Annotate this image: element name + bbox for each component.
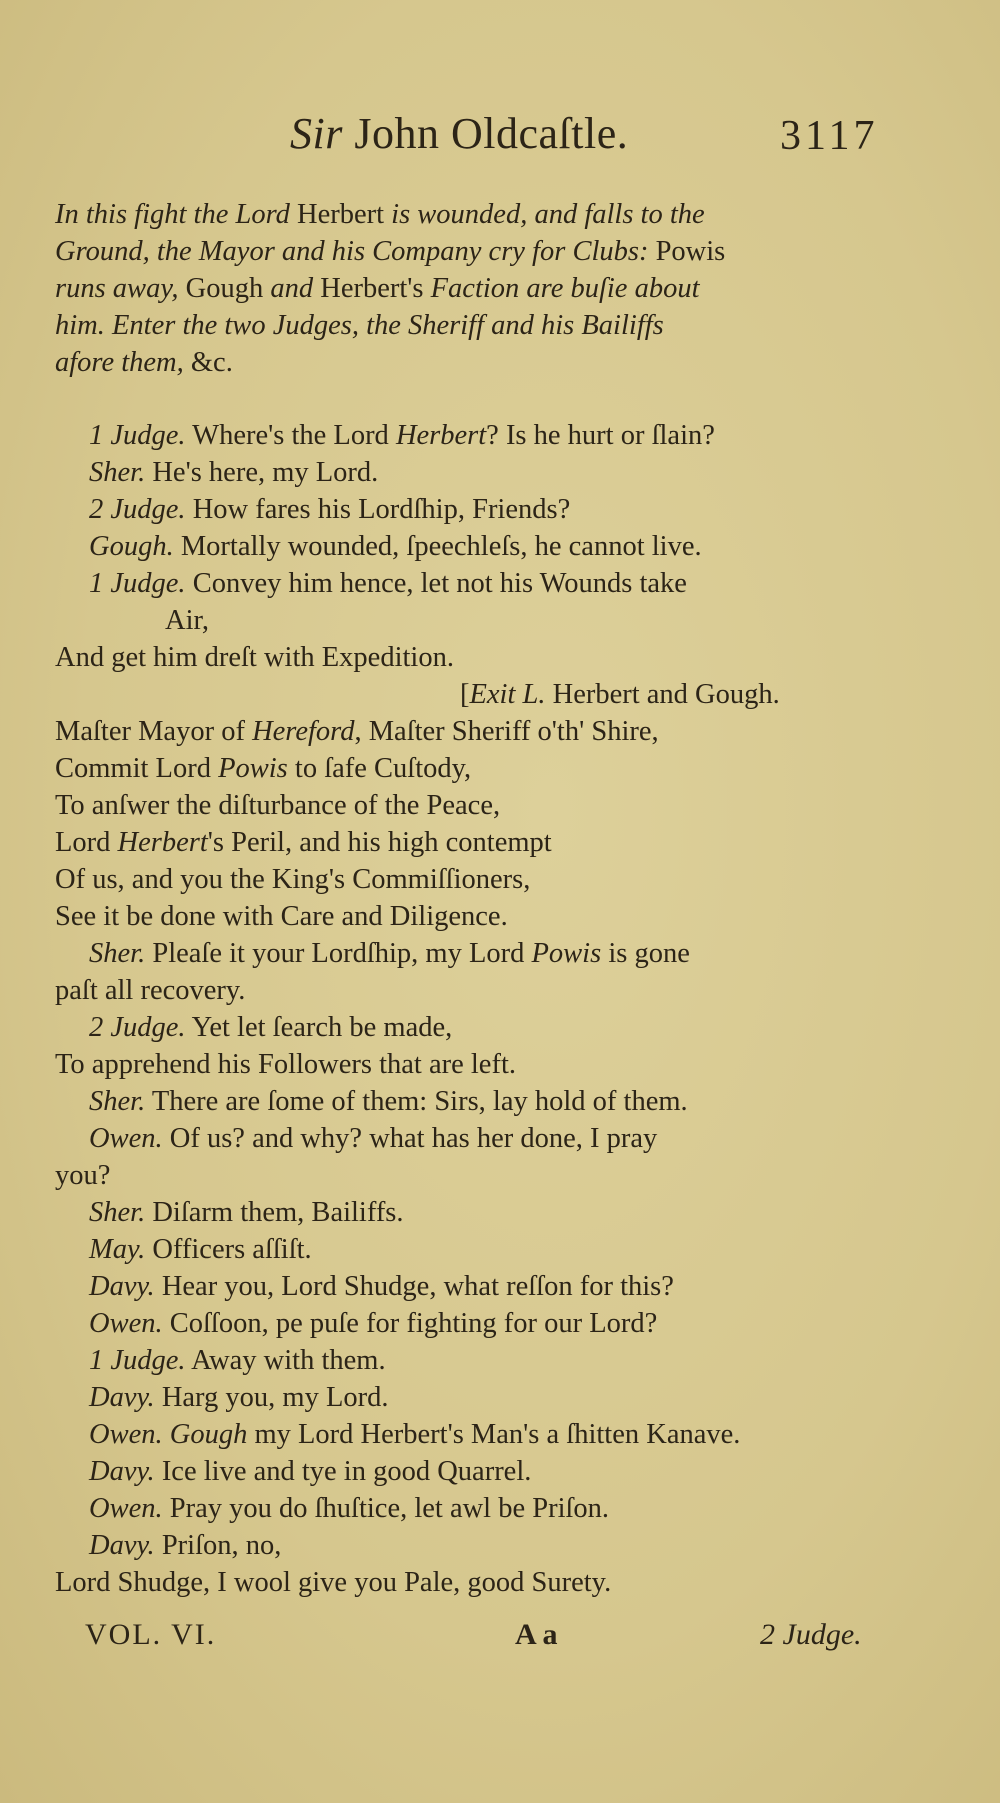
- line-text: Of us? and why? what has her done, I pray: [162, 1123, 658, 1154]
- text-line: [55, 972, 900, 1009]
- speaker-name: 1 Judge.: [89, 420, 186, 451]
- line-text: Herbert and Gough.: [545, 679, 780, 710]
- line-text: to ſafe Cuſtody,: [287, 753, 472, 784]
- line-text: Herbert: [117, 827, 208, 858]
- line-text: Powis: [218, 753, 288, 784]
- speaker-name: Sher.: [89, 1197, 146, 1228]
- speaker-name: Sher.: [89, 457, 146, 488]
- speaker-name: 2 Judge.: [89, 1012, 186, 1043]
- running-title-italic: Sir: [290, 109, 343, 158]
- text-line: [55, 1083, 900, 1120]
- line-text: , Maſter Sheriff o'th' Shire,: [354, 716, 659, 747]
- stage-direction-segment: Herbert's: [320, 273, 424, 304]
- running-title-rest: John Oldcaſtle.: [342, 109, 629, 158]
- text-line: [55, 639, 900, 676]
- dialogue: [55, 417, 900, 1601]
- line-text: How fares his Lordſhip, Friends?: [185, 494, 571, 525]
- line-text: See it be done with Care and Diligence.: [55, 901, 508, 932]
- text-line: [55, 1157, 900, 1194]
- line-text: He's here, my Lord.: [145, 457, 379, 488]
- speaker-name: Gough.: [89, 531, 174, 562]
- stage-direction-line: [55, 307, 900, 344]
- text-line: [55, 1564, 900, 1601]
- text-line: [55, 565, 900, 602]
- running-title: [290, 108, 628, 159]
- line-text: Priſon, no,: [154, 1530, 282, 1561]
- text-line: [55, 935, 900, 972]
- stage-direction-segment: Powis: [655, 236, 726, 267]
- speaker-name: Sher.: [89, 938, 146, 969]
- stage-direction-segment: him. Enter the two Judges, the Sheriff and his Bailiffs: [55, 310, 664, 341]
- text-line: [55, 454, 900, 491]
- stage-direction: [55, 196, 900, 381]
- speaker-name: Davy.: [89, 1382, 155, 1413]
- line-text: Maſter Mayor of: [55, 716, 253, 747]
- line-text: There are ſome of them: Sirs, lay hold of them.: [145, 1086, 688, 1117]
- text-line: [55, 1231, 900, 1268]
- speaker-name: Owen.: [89, 1493, 163, 1524]
- catchword: 2 Judge.: [760, 1618, 862, 1651]
- line-text: And get him dreſt with Expedition.: [55, 642, 454, 673]
- speaker-name: Owen.: [89, 1419, 163, 1450]
- line-text: Lord: [55, 827, 118, 858]
- speaker-name: Davy.: [89, 1456, 155, 1487]
- text-line: [55, 898, 900, 935]
- speaker-name: 1 Judge.: [89, 1345, 186, 1376]
- page-number: 3117: [780, 113, 879, 159]
- text-line: [55, 824, 900, 861]
- text-line: [55, 1527, 900, 1564]
- line-text: Harg you, my Lord.: [154, 1382, 389, 1413]
- line-text: Air,: [165, 605, 209, 636]
- text-line: [55, 602, 900, 639]
- line-text: is gone: [601, 938, 690, 969]
- text-line: [55, 787, 900, 824]
- speaker-name: 1 Judge.: [89, 568, 186, 599]
- text-line: [55, 676, 900, 713]
- speaker-name: 2 Judge.: [89, 494, 186, 525]
- page-footer: [0, 1618, 1000, 1658]
- volume-mark: VOL. VI.: [85, 1618, 217, 1651]
- text-line: [55, 713, 900, 750]
- line-text: paſt all recovery.: [55, 975, 246, 1006]
- stage-direction-segment: In this fight the Lord: [55, 199, 297, 230]
- stage-direction-segment: Herbert: [297, 199, 385, 230]
- stage-direction-segment: runs away,: [55, 273, 186, 304]
- line-text: Gough: [169, 1419, 248, 1450]
- stage-direction-segment: Faction are buſie about: [423, 273, 700, 304]
- line-text: Where's the Lord: [185, 420, 396, 451]
- line-text: Diſarm them, Bailiffs.: [145, 1197, 404, 1228]
- text-line: [55, 1120, 900, 1157]
- line-text: Away with them.: [185, 1345, 386, 1376]
- text-body: [55, 196, 900, 1601]
- line-text: To apprehend his Followers that are left.: [55, 1049, 516, 1080]
- text-line: [55, 1416, 900, 1453]
- stage-direction-segment: Gough: [185, 273, 264, 304]
- line-text: Hear you, Lord Shudge, what reſſon for this?: [154, 1271, 674, 1302]
- stage-direction-segment: is wounded, and falls to the: [384, 199, 705, 230]
- stage-direction-segment: and: [263, 273, 321, 304]
- running-header: [0, 108, 1000, 168]
- line-text: Commit Lord: [55, 753, 219, 784]
- stage-direction-segment: Ground, the Mayor and his Company cry for Clubs:: [55, 236, 656, 267]
- line-text: [163, 1419, 170, 1450]
- text-line: [55, 1194, 900, 1231]
- speaker-name: Davy.: [89, 1271, 155, 1302]
- line-text: Ice live and tye in good Quarrel.: [154, 1456, 532, 1487]
- text-line: [55, 491, 900, 528]
- line-text: Powis: [531, 938, 602, 969]
- line-text: Exit L.: [469, 679, 546, 710]
- stage-direction-line: [55, 270, 900, 307]
- stage-direction-line: [55, 233, 900, 270]
- line-text: Pleaſe it your Lordſhip, my Lord: [145, 938, 532, 969]
- signature-mark: A a: [515, 1618, 558, 1651]
- text-line: [55, 750, 900, 787]
- line-text: Officers aſſiſt.: [145, 1234, 312, 1265]
- text-line: [55, 1046, 900, 1083]
- line-text: Lord Shudge, I wool give you Pale, good Surety.: [55, 1567, 612, 1598]
- line-text: my Lord Herbert's Man's a ſhitten Kanave.: [247, 1419, 741, 1450]
- stage-direction-line: [55, 344, 900, 381]
- line-text: Mortally wounded, ſpeechleſs, he cannot live.: [173, 531, 702, 562]
- text-line: [55, 1379, 900, 1416]
- text-line: [55, 1305, 900, 1342]
- stage-direction-segment: afore them,: [55, 347, 191, 378]
- speaker-name: Owen.: [89, 1123, 163, 1154]
- speaker-name: May.: [89, 1234, 146, 1265]
- stage-direction-segment: &c.: [190, 347, 233, 378]
- text-line: [55, 1268, 900, 1305]
- line-text: Yet let ſearch be made,: [185, 1012, 453, 1043]
- speaker-name: Owen.: [89, 1308, 163, 1339]
- text-line: [55, 1453, 900, 1490]
- line-text: Pray you do ſhuſtice, let awl be Priſon.: [162, 1493, 610, 1524]
- line-text: To anſwer the diſturbance of the Peace,: [55, 790, 501, 821]
- stage-direction-line: [55, 196, 900, 233]
- line-text: ? Is he hurt or ſlain?: [486, 420, 715, 451]
- text-line: [55, 1009, 900, 1046]
- line-text: Convey him hence, let not his Wounds take: [185, 568, 687, 599]
- line-text: 's Peril, and his high contempt: [207, 827, 552, 858]
- line-text: you?: [55, 1160, 111, 1191]
- text-line: [55, 528, 900, 565]
- line-text: Herbert: [395, 420, 487, 451]
- text-line: [55, 417, 900, 454]
- line-text: [: [460, 679, 470, 710]
- line-text: Coſſoon, pe puſe for fighting for our Lord?: [162, 1308, 658, 1339]
- line-text: Of us, and you the King's Commiſſioners,: [55, 864, 531, 895]
- text-line: [55, 1490, 900, 1527]
- speaker-name: Sher.: [89, 1086, 146, 1117]
- text-line: [55, 861, 900, 898]
- speaker-name: Davy.: [89, 1530, 155, 1561]
- text-line: [55, 1342, 900, 1379]
- line-text: Hereford: [252, 716, 355, 747]
